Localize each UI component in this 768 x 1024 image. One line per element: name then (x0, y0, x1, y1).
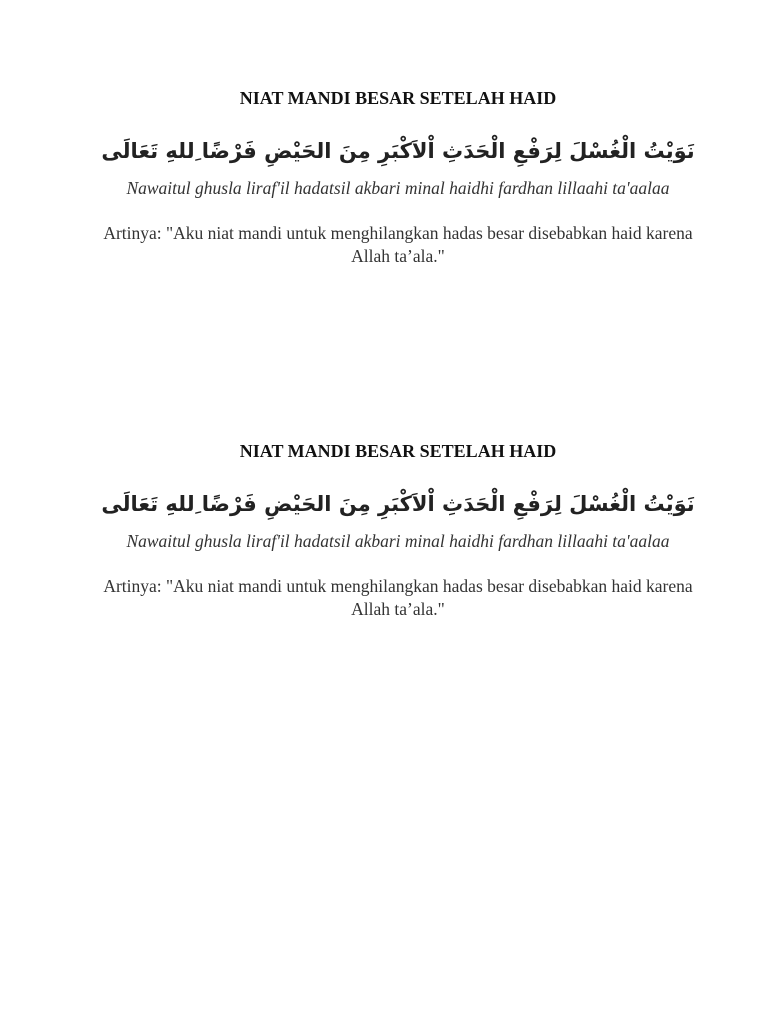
transliteration-text: Nawaitul ghusla liraf'il hadatsil akbari minal haidhi fardhan lillaahi ta'aalaa (126, 531, 670, 551)
niat-section-1 (96, 87, 700, 268)
arabic-text: نَوَيْتُ الْغُسْلَ لِرَفْعِ الْحَدَثِ اْلاَكْبَرِ مِنَ الحَيْضِ فَرْضًا ِللهِ تَعَالَى (101, 492, 695, 516)
transliteration-text: Nawaitul ghusla liraf'il hadatsil akbari minal haidhi fardhan lillaahi ta'aalaa (126, 178, 670, 198)
arabic-text: نَوَيْتُ الْغُسْلَ لِرَفْعِ الْحَدَثِ اْلاَكْبَرِ مِنَ الحَيْضِ فَرْضًا ِللهِ تَعَالَى (101, 139, 695, 163)
meaning-text: Artinya: "Aku niat mandi untuk menghilangkan hadas besar disebabkan haid karena Allah ta’ala." (103, 576, 693, 619)
section-title: NIAT MANDI BESAR SETELAH HAID (239, 441, 557, 461)
meaning-text: Artinya: "Aku niat mandi untuk menghilangkan hadas besar disebabkan haid karena Allah ta’ala." (103, 223, 693, 266)
section-title: NIAT MANDI BESAR SETELAH HAID (239, 88, 557, 108)
niat-section-2 (96, 440, 700, 621)
